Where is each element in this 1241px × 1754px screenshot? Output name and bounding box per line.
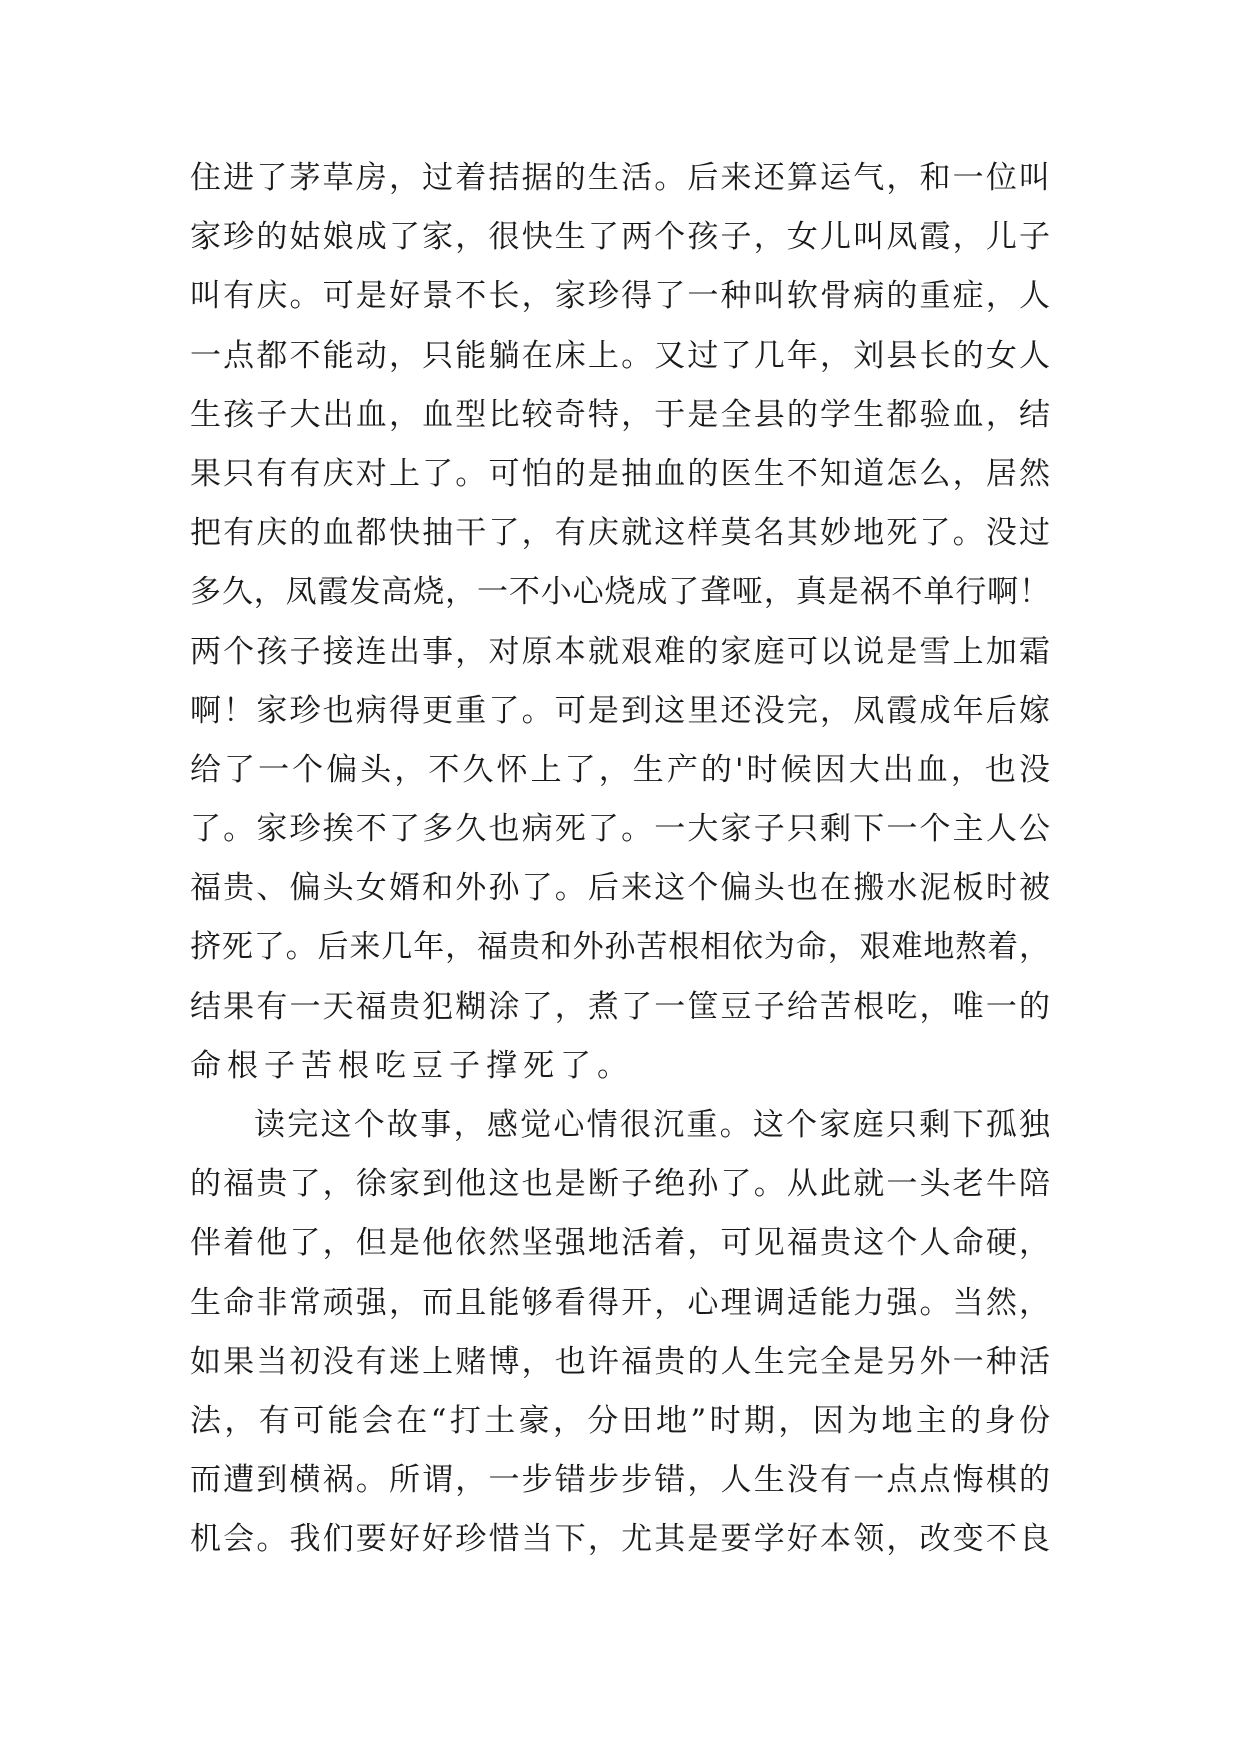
text-line: 机会。我们要好好珍惜当下，尤其是要学好本领，改变不良 <box>190 1521 1050 1558</box>
text-line: 福贵、偏头女婿和外孙了。后来这个偏头也在搬水泥板时被 <box>190 870 1050 907</box>
text-line: 伴着他了，但是他依然坚强地活着，可见福贵这个人命硬， <box>190 1225 1050 1262</box>
text-line: 把有庆的血都快抽干了，有庆就这样莫名其妙地死了。没过 <box>190 515 1050 552</box>
text-line: 生孩子大出血，血型比较奇特，于是全县的学生都验血，结 <box>190 396 1050 433</box>
text-line: 生命非常顽强，而且能够看得开，心理调适能力强。当然， <box>190 1284 1050 1321</box>
text-line: 给了一个偏头，不久怀上了，生产的'时候因大出血，也没 <box>190 751 1050 788</box>
text-line: 的福贵了，徐家到他这也是断子绝孙了。从此就一头老牛陪 <box>190 1166 1050 1203</box>
text-line: 一点都不能动，只能躺在床上。又过了几年，刘县长的女人 <box>190 337 1050 374</box>
text-line: 法，有可能会在“打土豪，分田地”时期，因为地主的身份 <box>190 1402 1050 1439</box>
body-text <box>190 158 1050 1579</box>
paragraph-end-line: 命根子苦根吃豆子撑死了。 <box>190 1047 634 1084</box>
text-line: 果只有有庆对上了。可怕的是抽血的医生不知道怎么，居然 <box>190 455 1050 492</box>
text-line: 两个孩子接连出事，对原本就艰难的家庭可以说是雪上加霜 <box>190 633 1050 670</box>
text-line: 了。家珍挨不了多久也病死了。一大家子只剩下一个主人公 <box>190 811 1050 848</box>
text-line: 结果有一天福贵犯糊涂了，煮了一筐豆子给苦根吃，唯一的 <box>190 988 1050 1025</box>
text-line: 啊！家珍也病得更重了。可是到这里还没完，凤霞成年后嫁 <box>190 692 1050 729</box>
text-line: 多久，凤霞发高烧，一不小心烧成了聋哑，真是祸不单行啊！ <box>190 574 1050 611</box>
text-line: 而遭到横祸。所谓，一步错步步错，人生没有一点点悔棋的 <box>190 1462 1050 1499</box>
text-line: 叫有庆。可是好景不长，家珍得了一种叫软骨病的重症，人 <box>190 278 1050 315</box>
text-line: 家珍的姑娘成了家，很快生了两个孩子，女儿叫凤霞，儿子 <box>190 219 1050 256</box>
text-line: 住进了茅草房，过着拮据的生活。后来还算运气，和一位叫 <box>190 160 1050 196</box>
paragraph-start-line: 读完这个故事，感觉心情很沉重。这个家庭只剩下孤独 <box>254 1107 1050 1143</box>
text-line: 挤死了。后来几年，福贵和外孙苦根相依为命，艰难地熬着， <box>190 929 1050 966</box>
text-line: 如果当初没有迷上赌博，也许福贵的人生完全是另外一种活 <box>190 1343 1050 1380</box>
